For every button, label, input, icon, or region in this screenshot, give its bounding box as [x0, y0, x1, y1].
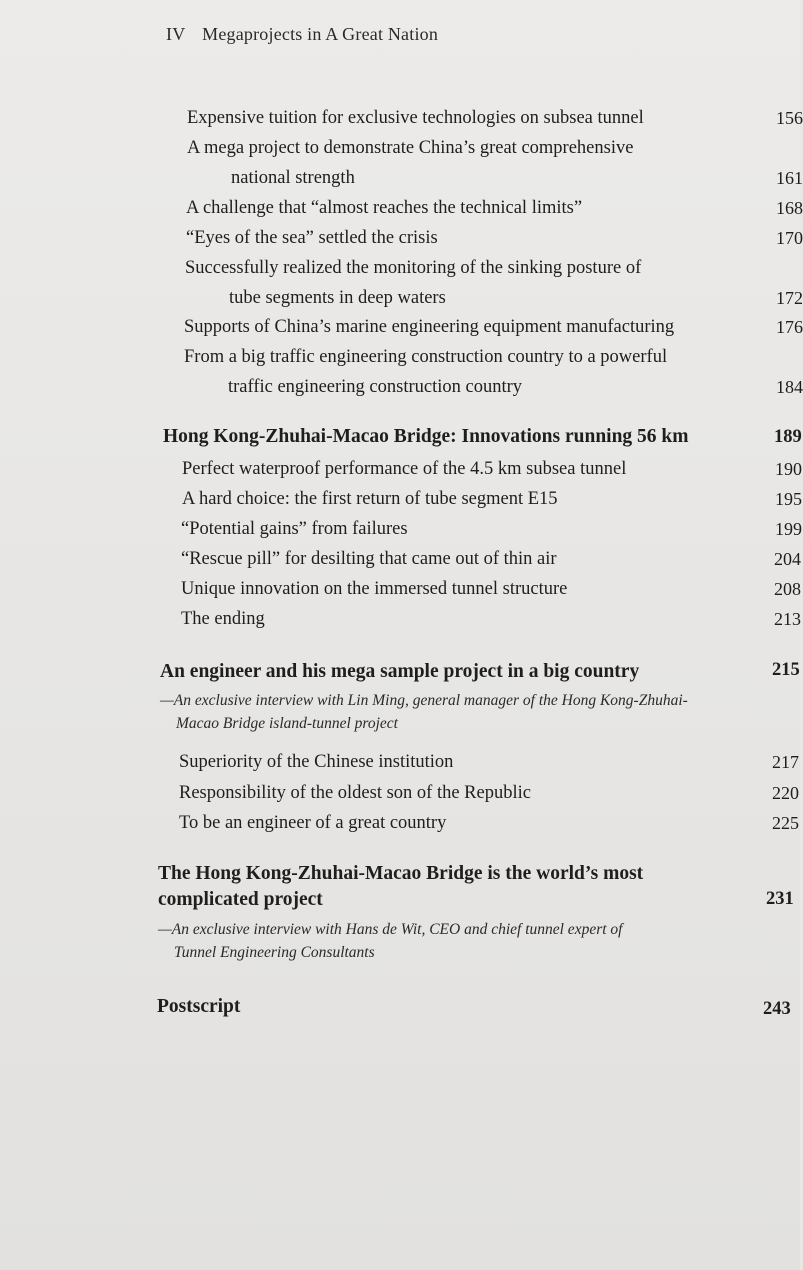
toc-entry[interactable] [181, 574, 567, 604]
toc-entry[interactable] [182, 454, 626, 484]
toc-entry[interactable] [179, 808, 446, 838]
toc-page-number: 161 [776, 168, 803, 188]
toc-entry-title: Perfect waterproof performance of the 4.5 km subsea tunnel [182, 459, 627, 479]
toc-entry-continuation: national strength [231, 168, 355, 188]
toc-entry-continuation: traffic engineering construction country [228, 377, 523, 397]
toc-section-heading[interactable] [160, 659, 639, 685]
toc-entry-title: From a big traffic engineering construction country to a powerful [184, 347, 668, 367]
toc-entry-title: “Potential gains” from failures [181, 519, 408, 539]
section-title-line: complicated project [158, 889, 323, 910]
toc-entry[interactable] [186, 193, 582, 223]
toc-entry[interactable] [184, 312, 674, 342]
toc-page-number: 168 [776, 198, 803, 218]
toc-page-number: 217 [772, 752, 799, 772]
subtitle-line: Macao Bridge island-tunnel project [176, 715, 398, 732]
toc-page-number: 204 [774, 549, 801, 569]
toc-page-number: 220 [772, 783, 799, 803]
section-title-line: The Hong Kong-Zhuhai-Macao Bridge is the world’s most [158, 863, 644, 884]
toc-page-number: 176 [776, 317, 803, 337]
toc-page-number: 195 [775, 489, 802, 509]
toc-entry-title: “Eyes of the sea” settled the crisis [186, 228, 438, 248]
toc-entry[interactable] [181, 544, 557, 574]
toc-entry[interactable] [185, 253, 641, 313]
toc-entry[interactable] [187, 133, 633, 193]
subtitle-line: Tunnel Engineering Consultants [174, 944, 375, 961]
toc-entry[interactable] [184, 342, 667, 402]
toc-entry[interactable] [179, 778, 531, 808]
toc-entry[interactable] [181, 604, 265, 634]
toc-page-number: 213 [774, 609, 801, 629]
toc-entry-title: Responsibility of the oldest son of the Republic [179, 783, 531, 803]
subtitle-line: —An exclusive interview with Hans de Wit, CEO and chief tunnel expert of [158, 921, 623, 938]
toc-entry[interactable] [182, 484, 558, 514]
toc-page-number: 190 [775, 459, 802, 479]
section-page-number: 243 [763, 999, 791, 1019]
toc-page-number: 208 [774, 579, 801, 599]
toc-entry[interactable] [179, 747, 453, 777]
toc-entry-title: A hard choice: the first return of tube segment E15 [182, 489, 558, 509]
section-title: Hong Kong-Zhuhai-Macao Bridge: Innovations running 56 km [163, 426, 689, 447]
toc-entry-title: Unique innovation on the immersed tunnel structure [181, 579, 568, 599]
running-header [166, 24, 438, 45]
toc-entry[interactable] [186, 223, 438, 253]
toc-section-heading[interactable] [163, 424, 689, 450]
toc-entry-continuation: tube segments in deep waters [229, 288, 446, 308]
toc-entry-title: Expensive tuition for exclusive technologies on subsea tunnel [187, 108, 644, 128]
section-subtitle [158, 918, 622, 964]
toc-page-number: 184 [776, 377, 803, 397]
toc-page-number: 172 [776, 288, 803, 308]
section-title: An engineer and his mega sample project in a big country [160, 661, 640, 682]
toc-entry-title: Superiority of the Chinese institution [179, 752, 454, 772]
subtitle-line: —An exclusive interview with Lin Ming, general manager of the Hong Kong-Zhuhai- [160, 692, 688, 709]
toc-section-heading[interactable] [157, 994, 240, 1020]
toc-entry-title: To be an engineer of a great country [179, 813, 447, 833]
page-folio: IV [166, 24, 186, 44]
toc-entry-title: A mega project to demonstrate China’s great comprehensive [187, 138, 634, 158]
section-page-number: 231 [766, 889, 794, 909]
section-title: Postscript [157, 996, 241, 1017]
toc-page-number: 170 [776, 228, 803, 248]
toc-entry-title: A challenge that “almost reaches the technical limits” [186, 198, 583, 218]
toc-section-heading[interactable] [158, 861, 643, 913]
section-subtitle [160, 689, 688, 735]
section-page-number: 215 [772, 660, 800, 680]
toc-entry[interactable] [181, 514, 408, 544]
toc-entry-title: Successfully realized the monitoring of the sinking posture of [185, 258, 642, 278]
toc-entry-title: “Rescue pill” for desilting that came out of thin air [181, 549, 557, 569]
toc-entry-title: The ending [181, 609, 265, 629]
toc-entry-title: Supports of China’s marine engineering equipment manufacturing [184, 317, 675, 337]
toc-page-number: 156 [776, 108, 803, 128]
book-title: Megaprojects in A Great Nation [202, 24, 439, 44]
toc-page-number: 199 [775, 519, 802, 539]
toc-entry[interactable] [187, 103, 644, 133]
section-page-number: 189 [774, 427, 802, 447]
toc-page-number: 225 [772, 813, 799, 833]
